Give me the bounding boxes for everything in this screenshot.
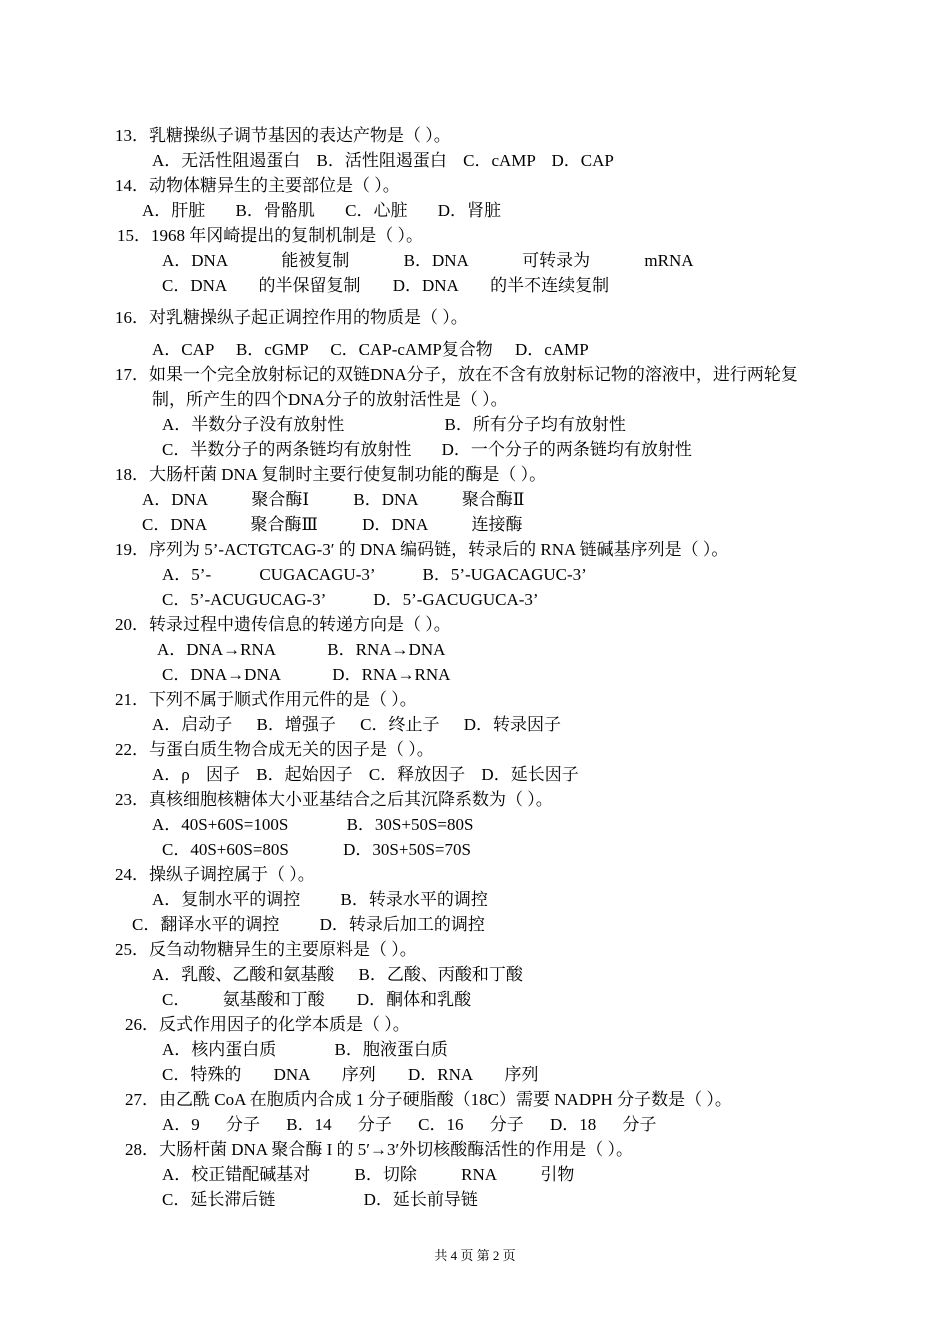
question-14: 14．动物体糖异生的主要部位是（ ）。 (115, 176, 400, 195)
question-20: 20．转录过程中遗传信息的转递方向是（ ）。 (115, 615, 451, 634)
question-26: 26．反式作用因子的化学本质是（ ）。 (125, 1015, 410, 1034)
question-19-options-cd: C．5’-ACUGUCAG-3’ D．5’-GACUGUCA-3’ (162, 590, 539, 609)
question-18: 18．大肠杆菌 DNA 复制时主要行使复制功能的酶是（ ）。 (115, 465, 547, 484)
question-20-options-ab: A．DNA→RNA B．RNA→DNA (157, 640, 446, 659)
question-27-options: A．9 分子 B．14 分子 C．16 分子 D．18 分子 (162, 1115, 657, 1134)
question-18-options-cd: C．DNA 聚合酶Ⅲ D．DNA 连接酶 (142, 515, 523, 534)
question-16: 16．对乳糖操纵子起正调控作用的物质是（ ）。 (115, 308, 468, 327)
question-28-options-cd: C．延长滞后链 D．延长前导链 (162, 1190, 478, 1209)
question-13-options: A．无活性阻遏蛋白 B．活性阻遏蛋白 C．cAMP D．CAP (152, 151, 614, 170)
question-19: 19．序列为 5’-ACTGTCAG-3′ 的 DNA 编码链，转录后的 RNA 链碱基序列是（ ）。 (115, 540, 729, 559)
question-24: 24．操纵子调控属于（ ）。 (115, 865, 315, 884)
question-24-options-ab: A．复制水平的调控 B．转录水平的调控 (152, 890, 488, 909)
question-17-cont: 制，所产生的四个DNA分子的放射活性是（ ）。 (152, 390, 508, 409)
question-23-options-ab: A．40S+60S=100S B．30S+50S=80S (152, 815, 474, 834)
question-17: 17．如果一个完全放射标记的双链DNA分子，放在不含有放射标记物的溶液中，进行两轮复 (115, 365, 798, 384)
question-21-options: A．启动子 B．增强子 C．终止子 D．转录因子 (152, 715, 561, 734)
question-16-options: A．CAP B．cGMP C．CAP-cAMP复合物 D．cAMP (152, 340, 589, 359)
question-27: 27．由乙酰 CoA 在胞质内合成 1 分子硬脂酸（18C）需要 NADPH 分子数是（ ）。 (125, 1090, 732, 1109)
question-15: 15．1968 年冈崎提出的复制机制是（ ）。 (117, 226, 423, 245)
question-28-options-ab: A．校正错配碱基对 B．切除 RNA 引物 (162, 1165, 575, 1184)
question-13: 13．乳糖操纵子调节基因的表达产物是（ ）。 (115, 126, 451, 145)
question-14-options: A．肝脏 B．骨骼肌 C．心脏 D．肾脏 (142, 201, 501, 220)
question-28: 28．大肠杆菌 DNA 聚合酶 I 的 5′→3′外切核酸酶活性的作用是（ ）。 (125, 1140, 633, 1159)
question-26-options-ab: A．核内蛋白质 B．胞液蛋白质 (162, 1040, 448, 1059)
question-23: 23．真核细胞核糖体大小亚基结合之后其沉降系数为（ ）。 (115, 790, 553, 809)
question-17-options-ab: A．半数分子没有放射性 B．所有分子均有放射性 (162, 415, 626, 434)
question-25-options-cd: C． 氨基酸和丁酸 D．酮体和乳酸 (162, 990, 472, 1009)
question-22-options: A．ρ 因子 B．起始因子 C．释放因子 D．延长因子 (152, 765, 579, 784)
question-25: 25．反刍动物糖异生的主要原料是（ ）。 (115, 940, 417, 959)
question-23-options-cd: C．40S+60S=80S D．30S+50S=70S (162, 840, 471, 859)
question-26-options-cd: C．特殊的 DNA 序列 D．RNA 序列 (162, 1065, 539, 1084)
question-18-options-ab: A．DNA 聚合酶Ⅰ B．DNA 聚合酶Ⅱ (142, 490, 525, 509)
question-21: 21．下列不属于顺式作用元件的是（ ）。 (115, 690, 417, 709)
question-15-options-ab: A．DNA 能被复制 B．DNA 可转录为 mRNA (162, 251, 694, 270)
question-17-options-cd: C．半数分子的两条链均有放射性 D．一个分子的两条链均有放射性 (162, 440, 692, 459)
question-19-options-ab: A．5’- CUGACAGU-3’ B．5’-UGACAGUC-3’ (162, 565, 587, 584)
question-25-options-ab: A．乳酸、乙酸和氨基酸 B．乙酸、丙酸和丁酸 (152, 965, 523, 984)
question-20-options-cd: C．DNA→DNA D．RNA→RNA (162, 665, 451, 684)
question-24-options-cd: C．翻译水平的调控 D．转录后加工的调控 (132, 915, 485, 934)
question-15-options-cd: C．DNA 的半保留复制 D．DNA 的半不连续复制 (162, 276, 610, 295)
question-22: 22．与蛋白质生物合成无关的因子是（ ）。 (115, 740, 434, 759)
page-footer: 共 4 页 第 2 页 (434, 1248, 516, 1263)
